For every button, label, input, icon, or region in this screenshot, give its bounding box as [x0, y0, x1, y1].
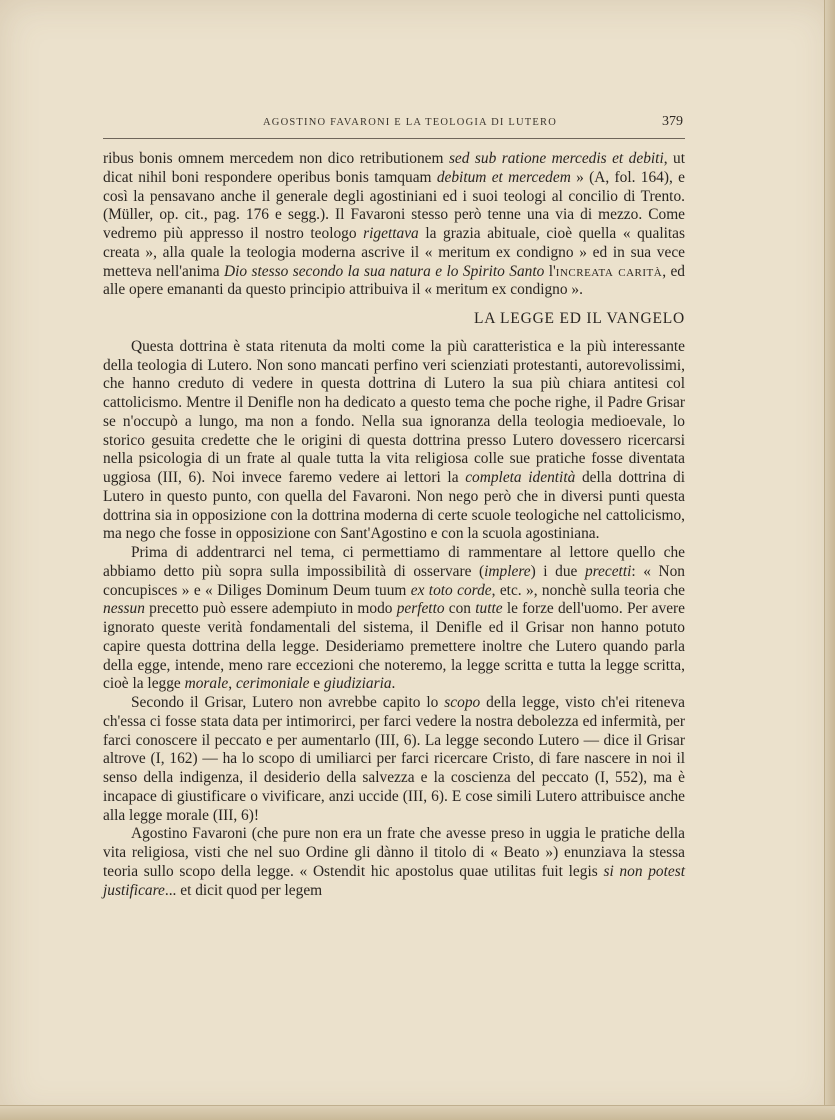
italic-run: nessun: [103, 600, 145, 618]
smallcaps-run: increata carità: [555, 262, 663, 280]
text-run: ribus bonis omnem mercedem non dico retributionem: [103, 150, 449, 167]
italic-run: Dio stesso secondo la sua natura e lo Spirito Santo: [224, 262, 545, 280]
italic-run: morale: [184, 675, 229, 693]
page-number: 379: [662, 114, 683, 129]
text-run: Secondo il Grisar, Lutero non avrebbe capito lo: [131, 694, 445, 711]
section-heading: LA LEGGE ED IL VANGELO: [473, 310, 685, 327]
italic-run: completa identità: [465, 469, 576, 486]
text-run: e: [309, 675, 324, 693]
text-run: le forze dell'uomo. Per avere ignorato queste verità fondamentali del sistema, il Denifle ed il Grisar non hanno potuto capire questa dottrina della legge. Desideriamo premettere inoltre che Lutero quando parla della egge, intende, meno rare eccezioni che noteremo, la legge scritta e tutta la legge scritta, cioè la legge: [103, 600, 685, 693]
italic-run: sed sub ratione mercedis et debiti: [448, 150, 664, 167]
text-run: , ed alle opere emananti da questo principio attribuiva il « meritum ex condigno ».: [103, 262, 685, 299]
text-run: ,: [228, 675, 236, 693]
paragraph-4: [103, 694, 685, 825]
text-run: , etc. », nonchè sulla teoria che: [491, 581, 685, 599]
text-run: ... et dicit quod per legem: [164, 881, 323, 899]
italic-run: rigettava: [363, 225, 419, 242]
text-run: Questa dottrina è stata ritenuta da molti come la più caratteristica e la più interessante della teologia di Lutero. Non sono mancati perfino veri scienziati protestanti, autorevolissimi, che hanno creduto di vedere in questa dottrina di Lutero la sua più chiara antitesi col cattolicismo. Mentre il Denifle non ha dedicato a questo tema che poche righe, il Padre Grisar se n'occupò a lungo, ma non a fondo. Nella sua ignoranza della teologia medioevale, lo storico gesuita credette che le origini di questa dottrina presso Lutero dovessero ricercarsi nella psicologia di un frate al quale tutta la vita religiosa colle sue pratiche fosse diventata uggiosa (III, 6). Noi invece faremo vedere ai lettori la: [103, 337, 685, 486]
text-run: Prima di addentrarci nel tema, ci permettiamo di rammentare al lettore quello che abbiamo detto più sopra sulla impossibilità di osservare (: [103, 544, 685, 580]
italic-run: giudiziaria: [323, 675, 392, 693]
text-run: ) i due: [530, 562, 585, 580]
italic-run: cerimoniale: [235, 675, 310, 693]
page-right-edge: [824, 0, 835, 1120]
italic-run: scopo: [444, 694, 481, 711]
italic-run: debitum et mercedem: [436, 168, 571, 186]
text-run: .: [391, 675, 396, 693]
running-header: [103, 112, 685, 139]
text-run: della legge, visto ch'ei riteneva ch'essa ci fosse stata data per intimorirci, per farci vedere la nostra debolezza ed infermità, per farci conoscere il peccato e per aumentarlo (III, 6). La legge secondo Lutero — dice il Grisar altrove (I, 162) — ha lo scopo di umiliarci per farci ricercare Cristo, di fare nascere in noi il senso della indigenza, il desiderio della salvezza e la coscienza del peccato (I, 552), ma è incapace di giustificare o vivificare, anzi uccide (III, 6). E cose simili Lutero attribuisce anche alla legge morale (III, 6)!: [103, 694, 685, 824]
text-run: Agostino Favaroni (che pure non era un frate che avesse preso in uggia le pratiche della vita religiosa, visti che nel suo Ordine gli dànno il titolo di « Beato ») enunziava la stessa teoria sullo scopo della legge. « Ostendit hic apostolus quae utilitas fuit legis: [103, 825, 685, 880]
text-run: , ut dicat nihil boni respondere operibus bonis tamquam: [103, 150, 685, 186]
italic-run: ex toto corde: [410, 581, 492, 599]
text-run: della dottrina di Lutero in questo punto, con quella del Favaroni. Non nego però che in diversi punti questa dottrina sia in opposizione con la dottrina moderna di certe scuole teologiche nel cattolicismo, ma nego che fosse in opposizione con Sant'Agostino e con la scuola agostiniana.: [103, 469, 685, 543]
running-title: AGOSTINO FAVARONI E LA TEOLOGIA DI LUTERO: [263, 117, 558, 128]
paragraph-3: [103, 544, 685, 694]
text-run: la grazia abituale, cioè quella « qualitas creata », alla quale la teologia moderna ascrive il « meritum ex condigno » ed in sua vece metteva nell'anima: [103, 225, 685, 280]
paragraph-5: [103, 825, 685, 900]
italic-run: si non potest justificare: [103, 862, 685, 899]
italic-run: precetti: [584, 562, 632, 580]
text-run: con: [444, 600, 476, 618]
text-run: l': [544, 262, 556, 280]
italic-run: tutte: [475, 600, 503, 618]
paragraph-2: [103, 338, 685, 544]
paragraph-1: [103, 150, 685, 300]
body-text: [103, 150, 685, 900]
italic-run: perfetto: [396, 600, 445, 618]
italic-run: implere: [484, 562, 531, 580]
text-run: : « Non concupisces » e « Diliges Dominum Deum tuum: [103, 562, 685, 599]
text-run: precetto può essere adempiuto in modo: [144, 600, 397, 618]
page-bottom-edge: [0, 1105, 835, 1120]
text-run: » (A, fol. 164), e così la pensavano anche il generale degli agostiniani ed i suoi teologi al concilio di Trento. (Müller, op. cit., pag. 176 e segg.). Il Favaroni stesso però tenne una via di mezzo. Come vedremo più appresso il nostro teologo: [103, 168, 685, 242]
